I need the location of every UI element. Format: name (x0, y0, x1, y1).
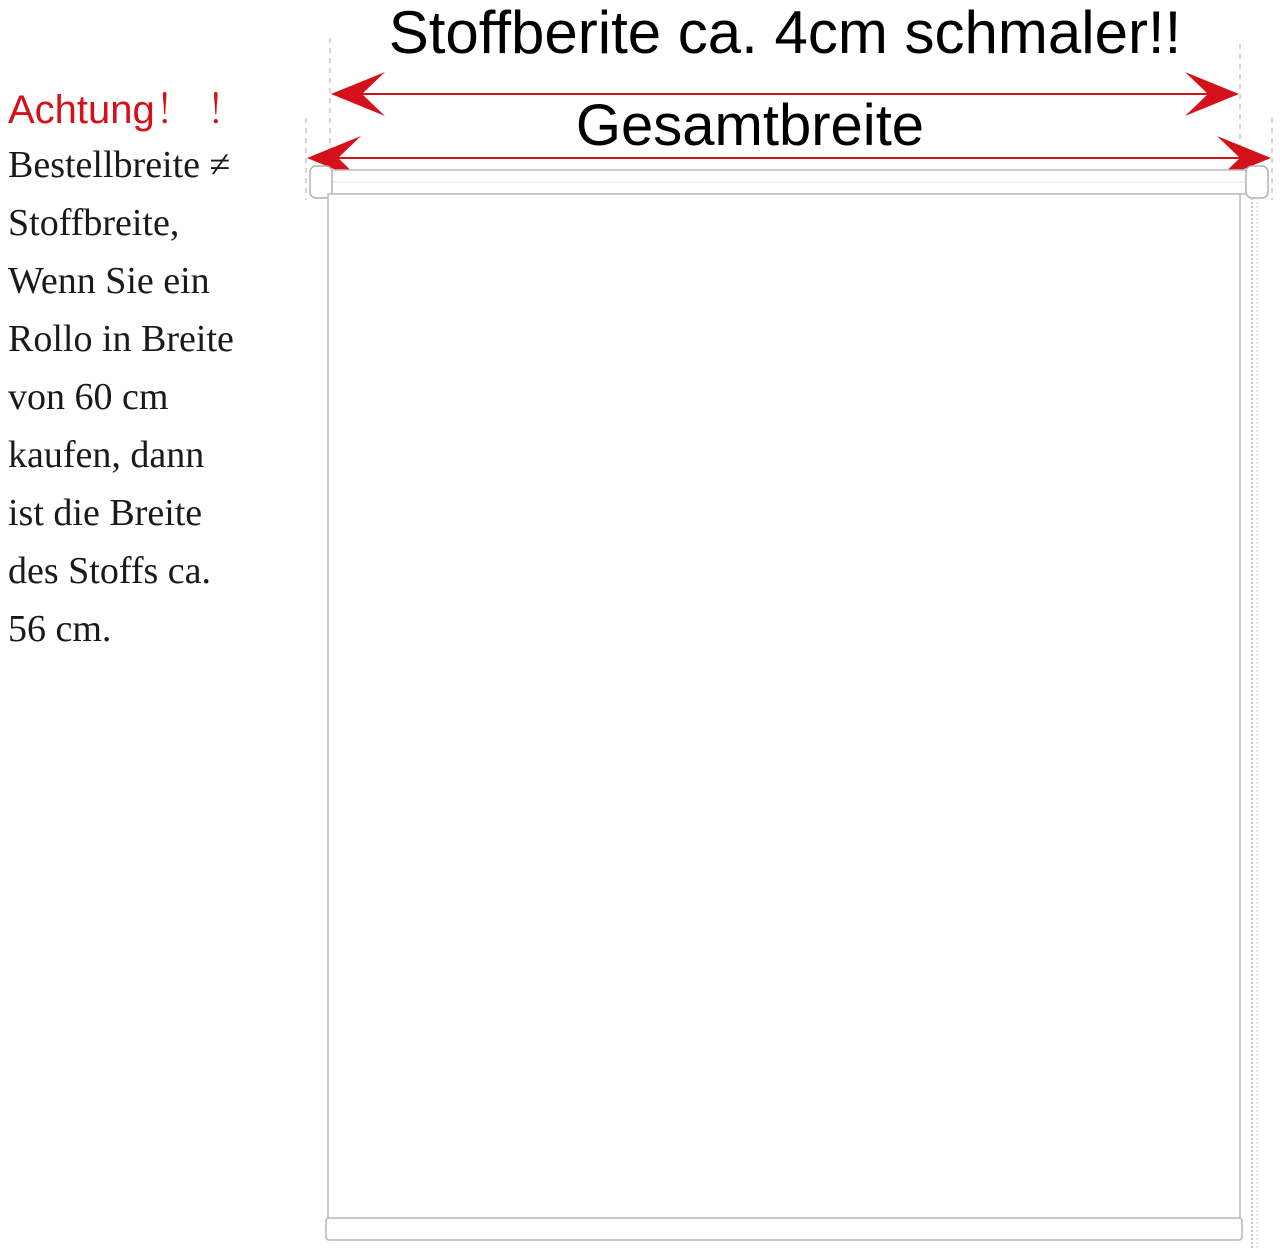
warning-note (8, 84, 308, 658)
note-line: von 60 cm (8, 376, 169, 418)
note-line: ist die Breite (8, 492, 203, 534)
fabric-width-label: Stoffberite ca. 4cm schmaler!! (388, 0, 1182, 66)
bottom-rail (326, 1218, 1242, 1240)
roller-tube (310, 166, 1268, 198)
left-bracket (310, 166, 332, 198)
total-width-label: Gesamtbreite (575, 93, 925, 158)
note-line: 56 cm. (8, 608, 112, 650)
note-line: Wenn Sie ein (8, 260, 210, 302)
pull-chain (1252, 198, 1257, 1248)
note-line: Bestellbreite ≠ (8, 144, 231, 186)
note-line: Rollo in Breite (8, 318, 234, 360)
note-line: des Stoffs ca. (8, 550, 211, 592)
note-line: kaufen, dann (8, 434, 205, 476)
right-bracket (1246, 166, 1268, 198)
note-line: Stoffbreite, (8, 202, 180, 244)
blind-fabric (328, 194, 1240, 1220)
warning-title: Achtung！ ！ (8, 88, 246, 132)
